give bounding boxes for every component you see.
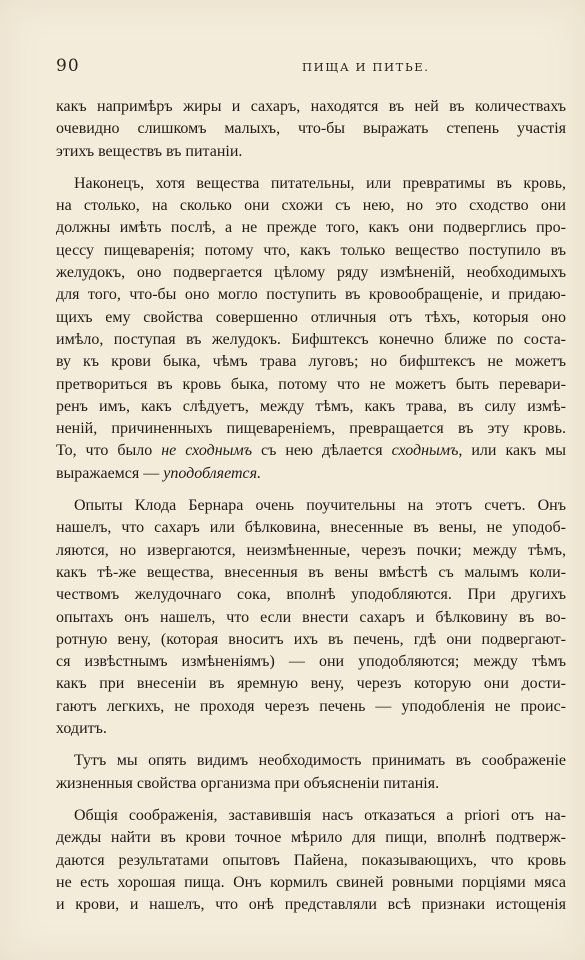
text-line: опытахъ онъ нашелъ, что если внести сахаръ и бѣлковину въ во- bbox=[56, 608, 566, 626]
page-header bbox=[56, 56, 566, 80]
text-line: желудокъ, оно подвергается цѣлому ряду измѣненій, необходимыхъ bbox=[56, 264, 566, 282]
paragraph-5 bbox=[56, 805, 566, 916]
paragraph-3 bbox=[56, 495, 566, 740]
text-line: должны имѣть послѣ, а не прежде того, какъ они подверглись про- bbox=[56, 219, 566, 237]
text-line-with-italics bbox=[56, 440, 566, 462]
text-segment: съ нею дѣлается bbox=[252, 442, 392, 460]
paragraph-4 bbox=[56, 750, 566, 795]
italic-phrase: не сходнымъ bbox=[161, 442, 253, 460]
text-line: Наконецъ, хотя вещества питательны, или превратимы въ кровь, bbox=[74, 174, 566, 192]
text-line: ся извѣстнымъ измѣненіямъ) — они уподобляются; между тѣмъ bbox=[56, 653, 566, 671]
text-segment: , или какъ мы bbox=[458, 442, 566, 460]
text-line: на столько, на сколько они схожи съ нею, но это сходство они bbox=[56, 197, 566, 215]
text-line: чествомъ желудочнаго сока, вполнѣ уподобляются. При другихъ bbox=[56, 586, 566, 604]
text-line: нашелъ, что сахаръ или бѣлковина, внесенные въ вены, не уподоб- bbox=[56, 519, 566, 537]
text-line: ву къ крови быка, чѣмъ трава луговъ; но бифштексъ не можетъ bbox=[56, 353, 566, 371]
text-line: и крови, и нашелъ, что онѣ представляли всѣ признаки истощенія bbox=[56, 896, 566, 914]
text-line: для того, что-бы оно могло поступить въ кровообращеніе, и придаю- bbox=[56, 286, 566, 304]
italic-phrase: сходнымъ bbox=[391, 442, 459, 460]
text-line: Тутъ мы опять видимъ необходимость принимать въ соображеніе bbox=[74, 752, 566, 770]
text-line: жизненныя свойства организма при объясненіи питанія. bbox=[56, 774, 440, 792]
text-line: какъ при внесеніи въ яремную вену, черезъ которую они дости- bbox=[56, 675, 566, 693]
text-line: Общія соображенія, заставившія насъ отказаться a priori отъ на- bbox=[74, 806, 566, 824]
text-line: ротную вену, (которая вноситъ ихъ въ печень, гдѣ они подвергают- bbox=[56, 630, 566, 648]
text-line: какъ тѣ-же вещества, внесенныя въ вены вмѣстѣ съ малымъ коли- bbox=[56, 563, 566, 581]
paragraph-1 bbox=[56, 96, 566, 163]
text-line: не есть хорошая пища. Онъ кормилъ свиней ровными порціями мяса bbox=[56, 873, 566, 891]
page-number: 90 bbox=[56, 56, 80, 76]
text-line: ренъ имъ, какъ слѣдуетъ, между тѣмъ, какъ трава, въ силу измѣ- bbox=[56, 397, 566, 415]
text-line: этихъ веществъ въ питаніи. bbox=[56, 142, 243, 160]
paragraph-2 bbox=[56, 173, 566, 485]
text-line: даются результатами опытовъ Пайена, показывающихъ, что кровь bbox=[56, 851, 566, 869]
text-line: дежды найти въ крови точное мѣрило для пищи, вполнѣ подтверж- bbox=[56, 829, 566, 847]
text-line: неній, причиненныхъ пищевареніемъ, превращается въ эту кровь. bbox=[56, 420, 566, 438]
italic-phrase: уподобляется. bbox=[163, 464, 262, 482]
text-line: претвориться въ кровь быка, потому что не можетъ быть перевари- bbox=[56, 375, 566, 393]
text-line: ходитъ. bbox=[56, 720, 107, 738]
text-line: Опыты Клода Бернара очень поучительны на этотъ счетъ. Онъ bbox=[74, 497, 566, 515]
text-segment: выражаемся — bbox=[56, 464, 164, 482]
running-title: ПИЩА И ПИТЬЕ. bbox=[302, 60, 430, 74]
text-line: гаютъ легкихъ, не проходя черезъ печень — уподобленія не проис- bbox=[56, 697, 566, 715]
text-segment: То, что было bbox=[56, 442, 162, 460]
text-line: щихъ ему свойства совершенно отличныя отъ тѣхъ, которыя оно bbox=[56, 308, 566, 326]
text-line: ляются, но извергаются, неизмѣненные, черезъ почки; между тѣмъ, bbox=[56, 541, 566, 559]
body-text bbox=[56, 96, 566, 916]
text-line: какъ напримѣръ жиры и сахаръ, находятся въ ней въ количествахъ bbox=[56, 98, 566, 115]
text-line-with-italics bbox=[56, 463, 566, 485]
text-line: имѣло, поступая въ желудокъ. Бифштексъ конечно ближе по соста- bbox=[56, 330, 566, 348]
text-line: очевидно слишкомъ малыхъ, что-бы выражать степень участія bbox=[56, 120, 566, 138]
text-line: цессу пищеваренія; потому что, какъ только вещество поступило въ bbox=[56, 241, 566, 259]
